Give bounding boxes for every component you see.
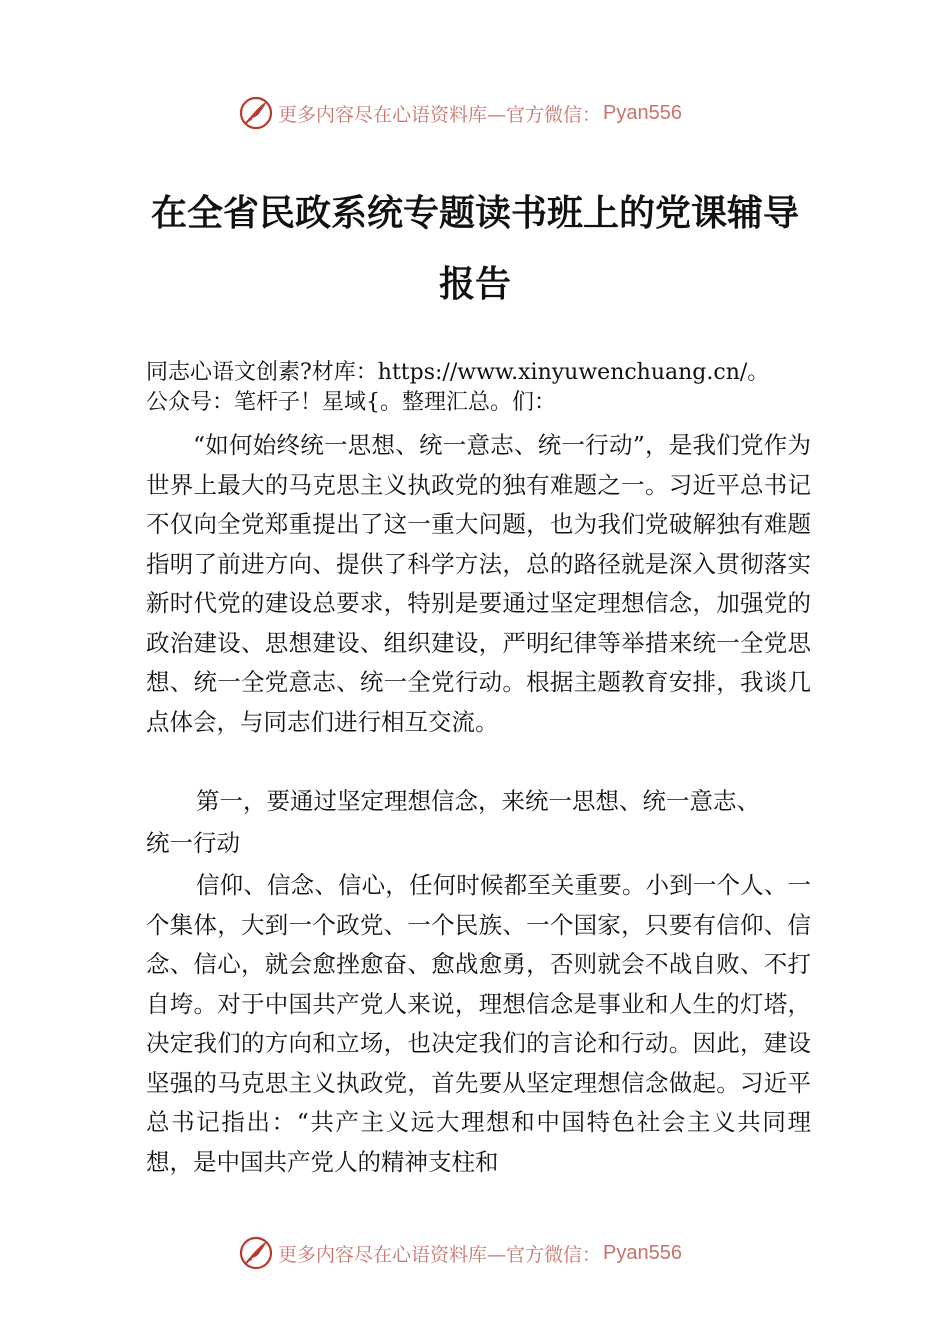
body-paragraph-1: “如何始终统一思想、统一意志、统一行动”，是我们党作为世界上最大的马克思主义执政党的独有难题之一。习近平总书记不仅向全党郑重提出了这一重大问题，也为我们党破解独有难题指明了前进方向、提供了科学方法，总的路径就是深入贯彻落实新时代党的建设总要求，特别是要通过坚定理想信念，加强党的政治建设、思想建设、组织建设，严明纪律等举措来统一全党思想、统一全党意志、统一全党行动。根据主题教育安排，我谈几点体会，与同志们进行相互交流。 [146, 431, 811, 736]
source-note-line-1: 同志心语文创素?材库：https://www.xinyuwenchuang.cn/。 [146, 360, 770, 385]
banner-text: 更多内容尽在心语资料库—官方微信： [278, 1243, 602, 1266]
banner-wechat-id: Pyan556 [603, 1241, 682, 1264]
document-title-line-2: 报告 [438, 263, 511, 305]
banner-wechat-id: Pyan556 [603, 101, 682, 124]
quill-pen-logo-icon [238, 95, 274, 131]
document-title-line-1: 在全省民政系统专题读书班上的党课辅导 [150, 192, 799, 234]
section-heading-1-line-2: 统一行动 [146, 829, 240, 857]
source-note-line-2: 公众号：笔杆子！星域{。整理汇总。们： [146, 390, 556, 415]
section-heading-1 [146, 782, 811, 866]
banner-text: 更多内容尽在心语资料库—官方微信： [278, 103, 602, 126]
source-note [146, 358, 826, 418]
section-heading-1-line-1: 第一，要通过坚定理想信念，来统一思想、统一意志、 [196, 787, 760, 815]
footer-banner [238, 1234, 758, 1272]
quill-pen-logo-icon [238, 1235, 274, 1271]
header-banner [238, 94, 758, 132]
body-paragraph-2: 信仰、信念、信心，任何时候都至关重要。小到一个人、一个集体，大到一个政党、一个民族、一个国家，只要有信仰、信念、信心，就会愈挫愈奋、愈战愈勇，否则就会不战自败、不打自垮。对于中国共产党人来说，理想信念是事业和人生的灯塔，决定我们的方向和立场，也决定我们的言论和行动。因此，建设坚强的马克思主义执政党，首先要从坚定理想信念做起。习近平总书记指出：“共产主义远大理想和中国特色社会主义共同理想，是中国共产党人的精神支柱和 [146, 871, 811, 1176]
